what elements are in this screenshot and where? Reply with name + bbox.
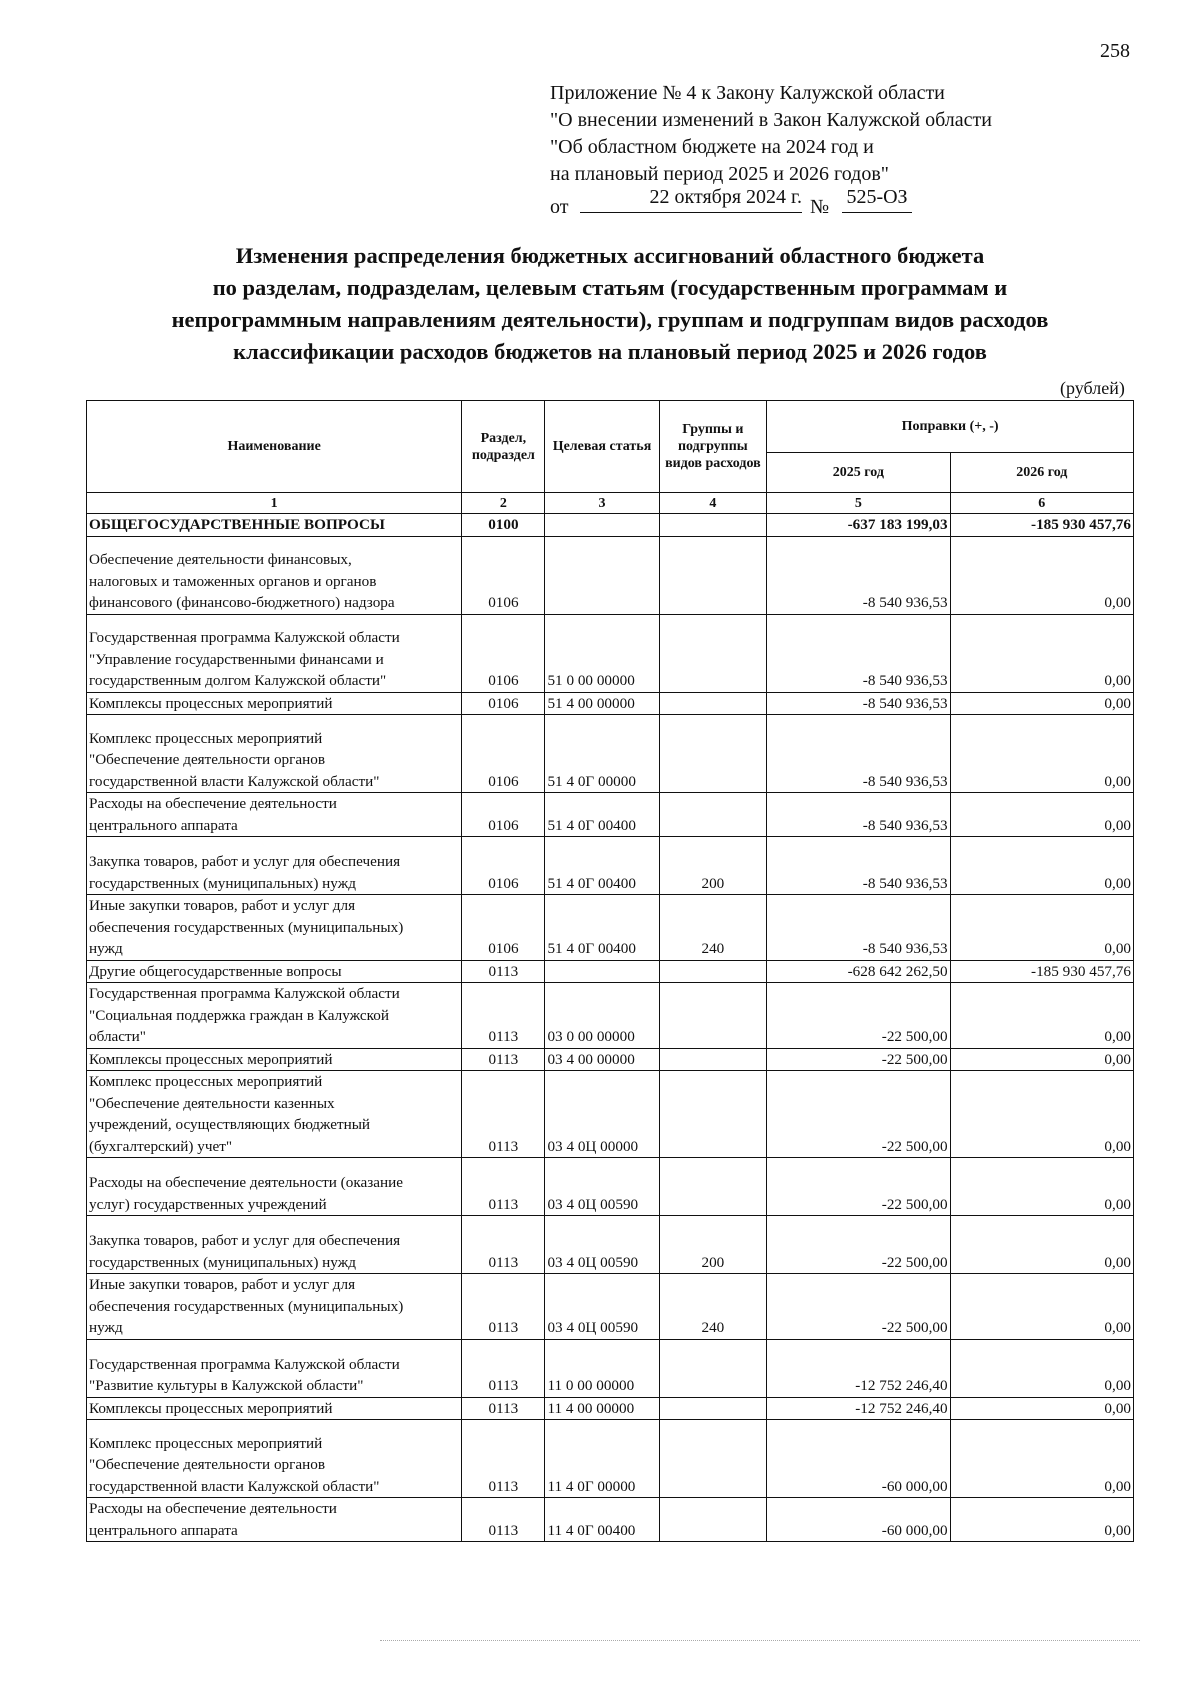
row-target: 51 0 00 00000 — [545, 614, 659, 692]
column-number: 3 — [545, 493, 659, 514]
row-amount-2025: -628 642 262,50 — [767, 960, 950, 983]
row-target: 11 4 00 00000 — [545, 1397, 659, 1420]
title-line: Изменения распределения бюджетных ассигнований областного бюджета — [235, 243, 985, 268]
header-line: Приложение № 4 к Закону Калужской области — [550, 82, 945, 104]
row-amount-2026: 0,00 — [950, 793, 1133, 837]
row-amount-2025: -637 183 199,03 — [767, 514, 950, 537]
row-amount-2026: 0,00 — [950, 1274, 1133, 1340]
row-target — [545, 960, 659, 983]
column-number: 5 — [767, 493, 950, 514]
row-amount-2025: -22 500,00 — [767, 1048, 950, 1071]
table-row — [87, 536, 1134, 614]
row-section: 0106 — [462, 793, 545, 837]
row-target — [545, 536, 659, 614]
row-amount-2025: -8 540 936,53 — [767, 536, 950, 614]
row-amount-2025: -12 752 246,40 — [767, 1339, 950, 1397]
row-amount-2025: -22 500,00 — [767, 1274, 950, 1340]
header-line: "О внесении изменений в Закон Калужской области — [550, 109, 992, 131]
header-line: на плановый период 2025 и 2026 годов" — [550, 163, 889, 185]
row-amount-2026: 0,00 — [950, 1216, 1133, 1274]
row-name: Комплекс процессных мероприятий "Обеспечение деятельности органов государственной власти Калужской области" — [87, 715, 462, 793]
row-amount-2025: -8 540 936,53 — [767, 715, 950, 793]
row-section: 0113 — [462, 960, 545, 983]
number-sign: № — [810, 196, 830, 218]
column-number: 6 — [950, 493, 1133, 514]
header-section: Раздел, подраздел — [462, 401, 545, 493]
row-group: 240 — [659, 895, 767, 961]
row-section: 0106 — [462, 536, 545, 614]
table-row — [87, 1274, 1134, 1340]
row-amount-2025: -8 540 936,53 — [767, 837, 950, 895]
row-section: 0113 — [462, 1158, 545, 1216]
row-name: Комплекс процессных мероприятий "Обеспечение деятельности органов государственной власти Калужской области" — [87, 1420, 462, 1498]
row-amount-2025: -12 752 246,40 — [767, 1397, 950, 1420]
row-name: Обеспечение деятельности финансовых, налоговых и таможенных органов и органов финансового (финансово-бюджетного) надзора — [87, 536, 462, 614]
row-name: Комплексы процессных мероприятий — [87, 1048, 462, 1071]
page-number: 258 — [1100, 40, 1130, 62]
row-section: 0113 — [462, 1071, 545, 1158]
budget-table — [86, 400, 1134, 1542]
table-row — [87, 1048, 1134, 1071]
row-amount-2025: -8 540 936,53 — [767, 793, 950, 837]
row-amount-2025: -22 500,00 — [767, 1071, 950, 1158]
title-line: классификации расходов бюджетов на плановый период 2025 и 2026 годов — [233, 339, 987, 364]
row-section: 0106 — [462, 692, 545, 715]
row-amount-2025: -60 000,00 — [767, 1420, 950, 1498]
row-name: Закупка товаров, работ и услуг для обеспечения государственных (муниципальных) нужд — [87, 837, 462, 895]
row-target: 11 4 0Г 00400 — [545, 1498, 659, 1542]
table-row — [87, 1397, 1134, 1420]
header-line: "Об областном бюджете на 2024 год и — [550, 136, 874, 158]
row-amount-2025: -22 500,00 — [767, 983, 950, 1049]
row-amount-2026: 0,00 — [950, 1158, 1133, 1216]
table-row — [87, 895, 1134, 961]
table-row — [87, 614, 1134, 692]
row-amount-2025: -8 540 936,53 — [767, 895, 950, 961]
units-label: (рублей) — [1060, 378, 1125, 398]
page-bottom-rule — [380, 1640, 1140, 1641]
row-target: 51 4 00 00000 — [545, 692, 659, 715]
row-group — [659, 715, 767, 793]
row-amount-2025: -8 540 936,53 — [767, 692, 950, 715]
table-row — [87, 1216, 1134, 1274]
row-target — [545, 514, 659, 537]
row-name: Комплексы процессных мероприятий — [87, 1397, 462, 1420]
row-amount-2026: 0,00 — [950, 614, 1133, 692]
row-amount-2025: -60 000,00 — [767, 1498, 950, 1542]
title-line: непрограммным направлениям деятельности), группам и подгруппам видов расходов — [171, 307, 1049, 332]
row-group — [659, 1397, 767, 1420]
row-amount-2026: 0,00 — [950, 1339, 1133, 1397]
row-target: 11 4 0Г 00000 — [545, 1420, 659, 1498]
row-amount-2025: -22 500,00 — [767, 1216, 950, 1274]
row-section: 0113 — [462, 1397, 545, 1420]
row-amount-2026: 0,00 — [950, 1071, 1133, 1158]
row-name: Иные закупки товаров, работ и услуг для обеспечения государственных (муниципальных) нужд — [87, 1274, 462, 1340]
title-line: по разделам, подразделам, целевым статьям (государственным программам и — [212, 275, 1008, 300]
row-name: Комплексы процессных мероприятий — [87, 692, 462, 715]
row-group — [659, 536, 767, 614]
table-row — [87, 1498, 1134, 1542]
row-name: Государственная программа Калужской области "Управление государственными финансами и государственным долгом Калужской области" — [87, 614, 462, 692]
row-amount-2026: -185 930 457,76 — [950, 960, 1133, 983]
row-target: 11 0 00 00000 — [545, 1339, 659, 1397]
row-group — [659, 692, 767, 715]
row-group — [659, 960, 767, 983]
row-name: Комплекс процессных мероприятий "Обеспечение деятельности казенных учреждений, осуществляющих бюджетный (бухгалтерский) учет" — [87, 1071, 462, 1158]
row-section: 0100 — [462, 514, 545, 537]
row-target: 51 4 0Г 00400 — [545, 895, 659, 961]
header-name: Наименование — [87, 401, 462, 493]
row-amount-2026: 0,00 — [950, 692, 1133, 715]
row-name: Государственная программа Калужской области "Развитие культуры в Калужской области" — [87, 1339, 462, 1397]
row-target: 03 4 00 00000 — [545, 1048, 659, 1071]
table-row — [87, 1420, 1134, 1498]
row-group — [659, 1498, 767, 1542]
law-number: 525-ОЗ — [842, 184, 912, 213]
table-row — [87, 1071, 1134, 1158]
table-row — [87, 960, 1134, 983]
row-target: 51 4 0Г 00400 — [545, 793, 659, 837]
row-amount-2026: 0,00 — [950, 983, 1133, 1049]
table-row — [87, 514, 1134, 537]
document-title — [80, 240, 1140, 368]
row-amount-2026: 0,00 — [950, 1420, 1133, 1498]
column-number: 2 — [462, 493, 545, 514]
row-target: 03 4 0Ц 00590 — [545, 1158, 659, 1216]
row-group — [659, 1071, 767, 1158]
row-section: 0113 — [462, 1420, 545, 1498]
row-amount-2026: 0,00 — [950, 1048, 1133, 1071]
row-group — [659, 1339, 767, 1397]
table-row — [87, 1339, 1134, 1397]
header-group: Группы и подгруппы видов расходов — [659, 401, 767, 493]
row-section: 0113 — [462, 1498, 545, 1542]
table-row — [87, 1158, 1134, 1216]
row-group: 240 — [659, 1274, 767, 1340]
row-group — [659, 1420, 767, 1498]
table-row — [87, 983, 1134, 1049]
row-name: Расходы на обеспечение деятельности центрального аппарата — [87, 793, 462, 837]
row-target: 03 4 0Ц 00590 — [545, 1216, 659, 1274]
table-row — [87, 837, 1134, 895]
row-amount-2026: 0,00 — [950, 837, 1133, 895]
header-amendments: Поправки (+, -) — [767, 401, 1134, 453]
row-target: 03 4 0Ц 00000 — [545, 1071, 659, 1158]
row-group — [659, 793, 767, 837]
row-section: 0106 — [462, 837, 545, 895]
row-target: 51 4 0Г 00400 — [545, 837, 659, 895]
row-name: Государственная программа Калужской области "Социальная поддержка граждан в Калужской области" — [87, 983, 462, 1049]
row-group — [659, 1158, 767, 1216]
row-group — [659, 614, 767, 692]
row-name: Иные закупки товаров, работ и услуг для обеспечения государственных (муниципальных) нужд — [87, 895, 462, 961]
header-target: Целевая статья — [545, 401, 659, 493]
row-section: 0113 — [462, 1216, 545, 1274]
row-group: 200 — [659, 1216, 767, 1274]
row-section: 0113 — [462, 1339, 545, 1397]
row-target: 51 4 0Г 00000 — [545, 715, 659, 793]
row-group — [659, 1048, 767, 1071]
row-amount-2026: 0,00 — [950, 1397, 1133, 1420]
row-name: Расходы на обеспечение деятельности центрального аппарата — [87, 1498, 462, 1542]
row-amount-2026: 0,00 — [950, 536, 1133, 614]
row-target: 03 0 00 00000 — [545, 983, 659, 1049]
row-section: 0113 — [462, 1274, 545, 1340]
row-group — [659, 983, 767, 1049]
column-number: 4 — [659, 493, 767, 514]
row-amount-2025: -22 500,00 — [767, 1158, 950, 1216]
row-amount-2026: -185 930 457,76 — [950, 514, 1133, 537]
row-name: ОБЩЕГОСУДАРСТВЕННЫЕ ВОПРОСЫ — [87, 514, 462, 537]
row-amount-2026: 0,00 — [950, 895, 1133, 961]
header-year-2026: 2026 год — [950, 453, 1133, 493]
date-prefix: от — [550, 196, 569, 218]
law-date: 22 октября 2024 г. — [580, 184, 802, 213]
row-amount-2025: -8 540 936,53 — [767, 614, 950, 692]
row-amount-2026: 0,00 — [950, 715, 1133, 793]
appendix-header — [550, 80, 992, 218]
row-section: 0106 — [462, 895, 545, 961]
row-name: Другие общегосударственные вопросы — [87, 960, 462, 983]
table-row — [87, 793, 1134, 837]
table-row — [87, 715, 1134, 793]
row-section: 0113 — [462, 1048, 545, 1071]
row-amount-2026: 0,00 — [950, 1498, 1133, 1542]
row-section: 0106 — [462, 715, 545, 793]
header-year-2025: 2025 год — [767, 453, 950, 493]
row-group: 200 — [659, 837, 767, 895]
row-target: 03 4 0Ц 00590 — [545, 1274, 659, 1340]
law-date-line — [550, 188, 992, 218]
row-section: 0113 — [462, 983, 545, 1049]
row-section: 0106 — [462, 614, 545, 692]
column-number: 1 — [87, 493, 462, 514]
row-name: Закупка товаров, работ и услуг для обеспечения государственных (муниципальных) нужд — [87, 1216, 462, 1274]
row-name: Расходы на обеспечение деятельности (оказание услуг) государственных учреждений — [87, 1158, 462, 1216]
row-group — [659, 514, 767, 537]
budget-table-body — [87, 514, 1134, 1542]
table-row — [87, 692, 1134, 715]
